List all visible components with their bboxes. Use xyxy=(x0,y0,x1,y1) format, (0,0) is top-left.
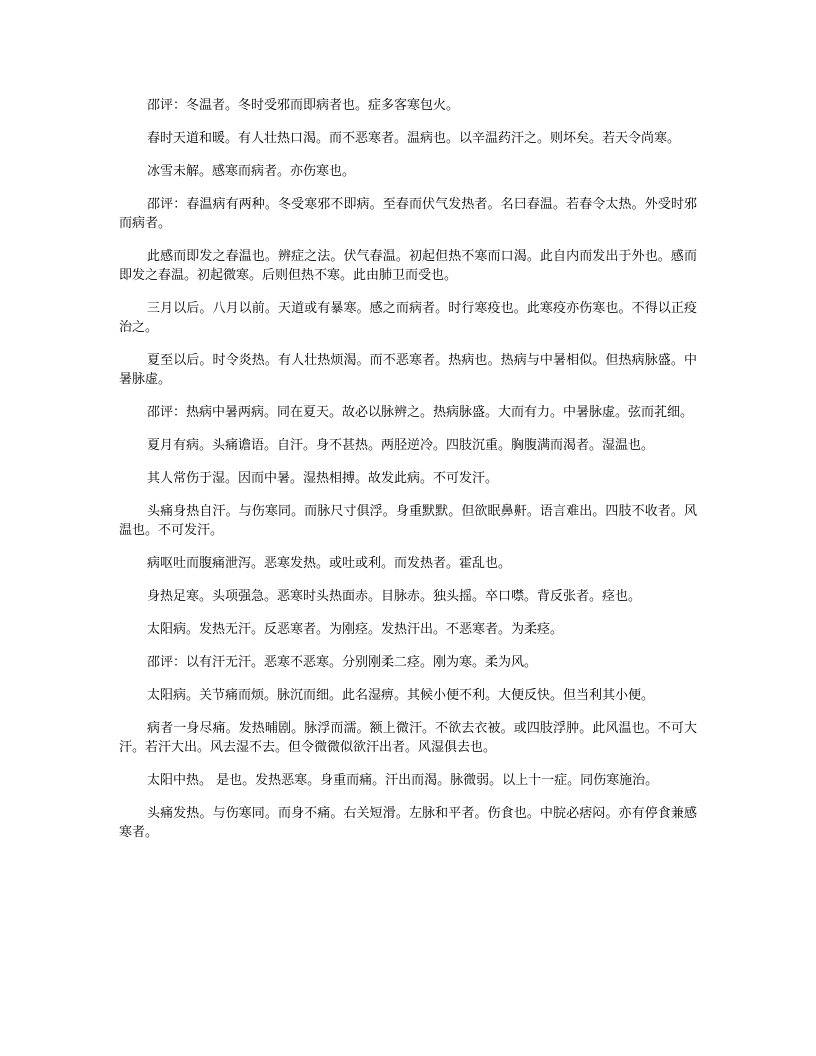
paragraph: 病者一身尽痛。发热晡剧。脉浮而濡。额上微汗。不欲去衣被。或四肢浮肿。此风温也。不可大汗。若汗大出。风去湿不去。但令微微似欲汗出者。风湿俱去也。 xyxy=(119,721,697,755)
paragraph: 春时天道和暖。有人壮热口渴。而不恶寒者。温病也。以辛温药汗之。则坏矣。若天令尚寒。 xyxy=(147,131,681,146)
paragraph: 此感而即发之春温也。辨症之法。伏气春温。初起但热不寒而口渴。此自内而发出于外也。感而即发之春温。初起微寒。后则但热不寒。此由肺卫而受也。 xyxy=(119,249,697,283)
paragraph: 病呕吐而腹痛泄泻。恶寒发热。或吐或利。而发热者。霍乱也。 xyxy=(147,556,512,571)
paragraph: 太阳病。发热无汗。反恶寒者。为刚痉。发热汗出。不恶寒者。为柔痉。 xyxy=(147,622,564,637)
paragraph: 邵评：热病中暑两病。同在夏天。故必以脉辨之。热病脉盛。大而有力。中暑脉虚。弦而芤细。 xyxy=(147,405,694,420)
paragraph: 头痛发热。与伤寒同。而身不痛。右关短滑。左脉和平者。伤食也。中脘必痞闷。亦有停食兼感寒者。 xyxy=(119,806,697,840)
paragraph: 太阳中热。 是也。发热恶寒。身重而痛。汗出而渴。脉微弱。以上十一症。同伤寒施治。 xyxy=(147,773,659,788)
paragraph: 头痛身热自汗。与伤寒同。而脉尺寸俱浮。身重默默。但欲眠鼻鼾。语言难出。四肢不收者。风温也。不可发汗。 xyxy=(119,504,697,538)
paragraph: 太阳病。关节痛而烦。脉沉而细。此名湿痹。其候小便不利。大便反快。但当利其小便。 xyxy=(147,688,655,703)
paragraph: 夏月有病。头痛谵语。自汗。身不甚热。两胫逆冷。四肢沉重。胸腹满而渴者。湿温也。 xyxy=(147,438,655,453)
paragraph: 冰雪未解。感寒而病者。亦伤寒也。 xyxy=(147,164,356,179)
paragraph: 夏至以后。时令炎热。有人壮热烦渴。而不恶寒者。热病也。热病与中暑相似。但热病脉盛。中暑脉虚。 xyxy=(119,353,697,387)
paragraph: 三月以后。八月以前。天道或有暴寒。感之而病者。时行寒疫也。此寒疫亦伤寒也。不得以正疫治之。 xyxy=(119,301,697,335)
paragraph: 邵评：冬温者。冬时受邪而即病者也。症多客寒包火。 xyxy=(147,98,460,113)
document-page xyxy=(119,96,697,856)
paragraph: 其人常伤于湿。因而中暑。湿热相搏。故发此病。不可发汗。 xyxy=(147,471,499,486)
paragraph: 邵评：以有汗无汗。恶寒不恶寒。分别刚柔二痉。刚为寒。柔为风。 xyxy=(147,655,538,670)
paragraph: 身热足寒。头项强急。恶寒时头热面赤。目脉赤。独头摇。卒口噤。背反张者。痉也。 xyxy=(147,589,642,604)
paragraph: 邵评：春温病有两种。冬受寒邪不即病。至春而伏气发热者。名曰春温。若春令太热。外受时邪而病者。 xyxy=(119,197,697,231)
